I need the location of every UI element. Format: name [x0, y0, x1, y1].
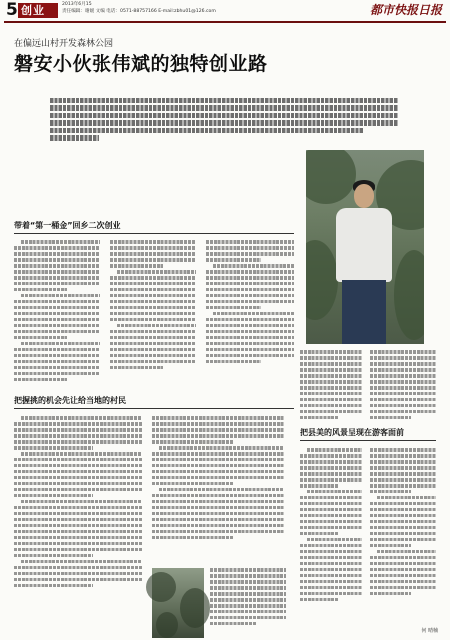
section-heading-1: 带着“第一桶金”回乡二次创业 [14, 221, 121, 230]
body-column [206, 240, 294, 366]
body-column [14, 416, 142, 590]
landscape-photo [152, 568, 204, 638]
issue-date: 2013年6月15 [62, 2, 92, 7]
masthead [0, 0, 450, 20]
portrait-photo [306, 150, 424, 344]
body-column [152, 416, 284, 542]
section-label: 创业 [21, 4, 45, 17]
body-column [370, 448, 436, 598]
body-column [370, 350, 436, 422]
section-label-block [18, 3, 58, 18]
intro-paragraph [50, 98, 398, 146]
body-column [14, 240, 100, 384]
masthead-rule [4, 21, 446, 23]
article-headline: 磐安小伙张伟斌的独特创业路 [14, 53, 268, 75]
section-divider [14, 233, 294, 234]
page-number: 5 [6, 0, 18, 20]
section-divider [300, 440, 436, 441]
section-heading-2: 把握挑的机会先让给当地的村民 [14, 396, 126, 405]
article-kicker: 在偏远山村开发森林公园 [14, 39, 114, 49]
body-column [110, 240, 196, 372]
section-divider [14, 408, 294, 409]
newspaper-name: 都市快报日报 [369, 3, 442, 17]
editor-contact: 责任编辑：谢媛 文编 电话：0571-88757166 E-mail:zbhu01@126.com [62, 9, 216, 14]
article-byline: 何 晴楠 [421, 628, 438, 634]
body-column [300, 350, 362, 422]
body-column [300, 448, 362, 604]
section-heading-3: 把县美的风景呈现在游客面前 [300, 428, 404, 437]
body-column [210, 568, 286, 628]
